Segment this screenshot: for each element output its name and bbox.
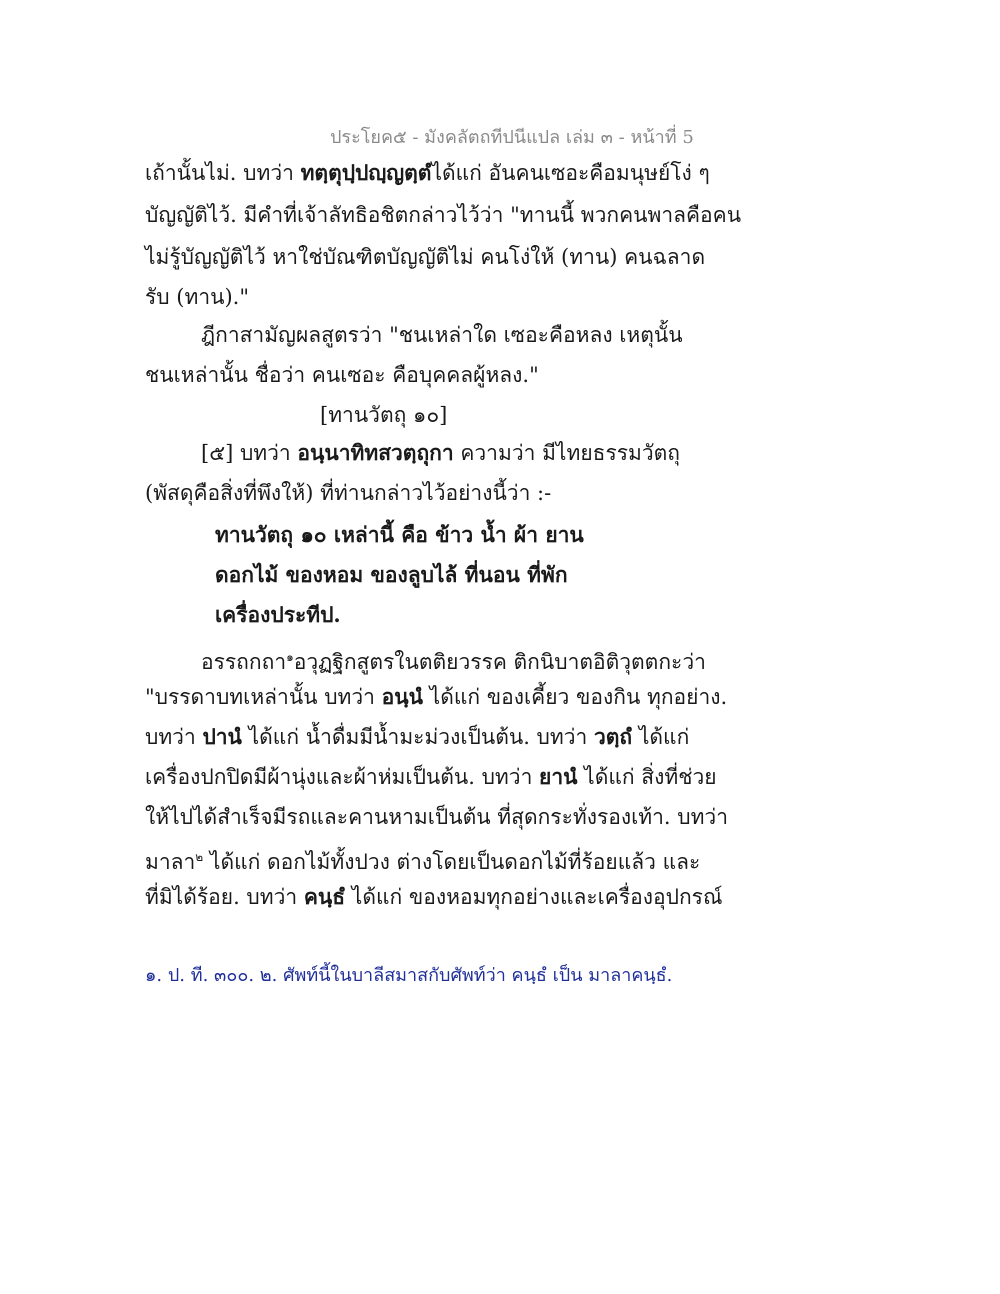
pali-term: ยานํ <box>539 764 578 789</box>
text-run: บทว่า <box>145 725 203 749</box>
pali-term: อนฺนาทิทสวตฺถุกา <box>297 440 454 465</box>
pali-term: ทตฺตุปฺปญฺญตฺตํ <box>300 160 432 185</box>
text-line-13 <box>145 762 717 792</box>
text-line-3: ไม่รู้บัญญัติไว้ หาใช่บัณฑิตบัญญัติไม่ คนโง่ให้ (ทาน) คนฉลาด <box>145 245 706 269</box>
text-line-11 <box>145 682 727 712</box>
pali-term: ปานํ <box>202 724 242 749</box>
text-run: มาลา <box>145 850 196 874</box>
text-run: อวุฏฐิกสูตรในตติยวรรค ติกนิบาตอิติวุตตกะว่า <box>293 650 706 674</box>
text-run: ที่มิได้ร้อย. บทว่า <box>145 885 304 909</box>
text-line-2: บัญญัติไว้. มีคำที่เจ้าลัทธิอชิตกล่าวไว้ว่า "ทานนี้ พวกคนพาลคือคน <box>145 203 742 227</box>
pali-term: อนฺนํ <box>381 684 423 709</box>
text-line-4: รับ (ทาน)." <box>145 285 249 309</box>
verse-line-3: เครื่องประทีป. <box>215 602 341 627</box>
text-run: ได้แก่ <box>632 725 690 749</box>
text-line-16 <box>145 882 722 912</box>
text-line-14: ให้ไปได้สำเร็จมีรถและคานหามเป็นต้น ที่สุดกระทั่งรองเท้า. บทว่า <box>145 805 729 829</box>
verse-line-2: ดอกไม้ ของหอม ของลูบไล้ ที่นอน ที่พัก <box>215 562 568 587</box>
text-run: ได้แก่ อันคนเซอะคือมนุษย์โง่ ๆ <box>431 161 710 185</box>
text-run: ได้แก่ ของเคี้ยว ของกิน ทุกอย่าง. <box>422 685 728 709</box>
footnote: ๑. ป. ที. ๓๐๐. ๒. ศัพท์นี้ในบาลีสมาสกับศัพท์ว่า คนฺธํ เป็น มาลาคนฺธํ. <box>145 965 673 986</box>
pali-term: คนฺธํ <box>303 884 346 909</box>
footnote-marker: ๒ <box>195 850 204 864</box>
text-run: [๕] บทว่า <box>201 441 298 465</box>
text-run: เถ้านั้นไม่. บทว่า <box>145 161 301 185</box>
text-line-6: ชนเหล่านั้น ชื่อว่า คนเซอะ คือบุคคลผู้หลง." <box>145 363 539 387</box>
text-run: ความว่า มีไทยธรรมวัตถุ <box>453 441 680 465</box>
text-run: อรรถกถา <box>201 650 287 674</box>
text-run: ได้แก่ สิ่งที่ช่วย <box>577 765 717 789</box>
text-line-15 <box>145 842 700 877</box>
text-line-9: (พัสดุคือสิ่งที่พึงให้) ที่ท่านกล่าวไว้อย่างนี้ว่า :- <box>145 481 552 505</box>
text-line-10 <box>201 642 706 677</box>
text-line-12 <box>145 722 689 752</box>
pali-term: วตฺถํ <box>594 724 633 749</box>
footnote-marker: ๑ <box>286 650 294 664</box>
text-run: ได้แก่ ของหอมทุกอย่างและเครื่องอุปกรณ์ <box>345 885 723 909</box>
text-run: ได้แก่ ดอกไม้ทั้งปวง ต่างโดยเป็นดอกไม้ที่ร้อยแล้ว และ <box>203 850 701 874</box>
verse-line-1: ทานวัตถุ ๑๐ เหล่านี้ คือ ข้าว น้ำ ผ้า ยาน <box>215 522 584 547</box>
text-line-8 <box>201 438 680 468</box>
section-heading: [ทานวัตถุ ๑๐] <box>320 403 448 427</box>
running-head: ประโยค๕ - มังคลัตถทีปนีแปล เล่ม ๓ - หน้าที่ 5 <box>330 127 694 148</box>
text-run: "บรรดาบทเหล่านั้น บทว่า <box>145 685 382 709</box>
text-line-5: ฎีกาสามัญผลสูตรว่า "ชนเหล่าใด เซอะคือหลง เหตุนั้น <box>201 323 683 347</box>
text-line-1 <box>145 158 710 188</box>
text-run: ได้แก่ น้ำดื่มมีน้ำมะม่วงเป็นต้น. บทว่า <box>241 725 594 749</box>
text-run: เครื่องปกปิดมีผ้านุ่งและผ้าห่มเป็นต้น. บทว่า <box>145 765 540 789</box>
